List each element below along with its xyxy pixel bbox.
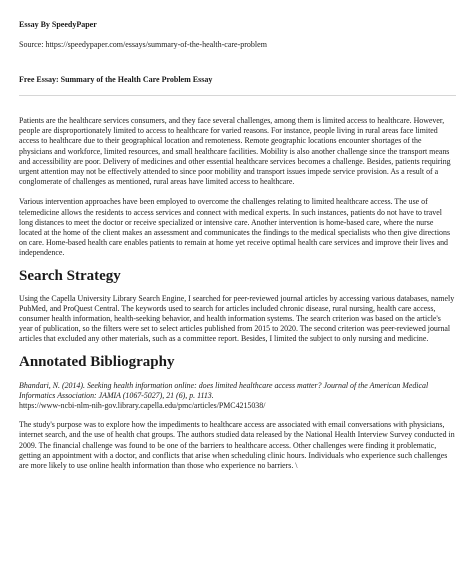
citation-url[interactable]: https://www-ncbi-nlm-nih-gov.library.capella.edu/pmc/articles/PMC4215038/	[19, 401, 266, 411]
citation-text: Bhandari, N. (2014). Seeking health information online: does limited healthcare access matter? Journal of the American Medical Informatics Association: JAMIA (1067-5027), 21 (6), p. 1113.	[19, 380, 429, 400]
annotated-bibliography-heading: Annotated Bibliography	[19, 353, 175, 370]
search-strategy-heading: Search Strategy	[19, 267, 121, 284]
source-line: Source: https://speedypaper.com/essays/summary-of-the-health-care-problem	[19, 40, 267, 49]
study-summary-paragraph: The study's purpose was to explore how the impediments to healthcare access are associated with email conversations with physicians, internet search, and the use of health chat groups. The authors studied data released by the National Health Interview Survey conducted in 2009. The financial challenge was found to be one of the barriers to healthcare access. Other challenges were finding it problematic, getting an appointment with a doctor, and conflicts that arise when scheduling clinic hours. Individuals who experience such challenges are more likely to use online health information than those who experience no barriers. \	[19, 420, 455, 471]
bibliography-citation	[19, 381, 456, 412]
intervention-paragraph: Various intervention approaches have been employed to overcome the challenges relating to limited healthcare access. The use of telemedicine allows the residents to access services and connect with medical experts. In such instances, patients do not have to travel long distances to meet the doctor or receive specialized or intensive care. Another intervention is home-based care, where the nurse located at the home of the client makes an assessment and communicates the findings to the medical specialists who then give directions on care. Home-based health care enables patients to remain at home yet receive optimal health care services and improve their lives and independence.	[19, 197, 451, 258]
essay-title: Free Essay: Summary of the Health Care Problem Essay	[19, 75, 213, 84]
search-strategy-paragraph: Using the Capella University Library Search Engine, I searched for peer-reviewed journal articles by accessing various databases, namely PubMed, and ProQuest Central. The keywords used to search for articles included chronic disease, rural nursing, health care access, consumer health information, health-seeking behavior, and health information systems. The search criterion was based on the article's year of publication, so the filters were set to select articles published from 2015 to 2020. The second criterion was peer-reviewed journal articles that excluded any other materials, such as a committee report. Besides, I limited the subject to only nursing and medicine.	[19, 293, 455, 344]
intro-paragraph: Patients are the healthcare services consumers, and they face several challenges, among them is limited access to healthcare. However, people are disproportionately limited to access to healthcare for varied reasons. For instance, people living in rural areas face limited access to healthcare due to their geographical location and remoteness. Remote geographic locations encounter shortages of the physicians and workforce, limited resources, and small healthcare facilities. Mobility is also another challenge since the transport means and accessibility are poor. Delivery of medicines and other essential healthcare services becomes a challenge. Besides, patients requiring urgent attention may not be effectively attended to since poor mobility and transport issues impede service provision. As a result of a conglomerate of challenges as mentioned, rural areas have limited access to healthcare.	[19, 116, 451, 187]
header-divider	[19, 95, 456, 96]
brand-name: Essay By SpeedyPaper	[19, 20, 97, 29]
